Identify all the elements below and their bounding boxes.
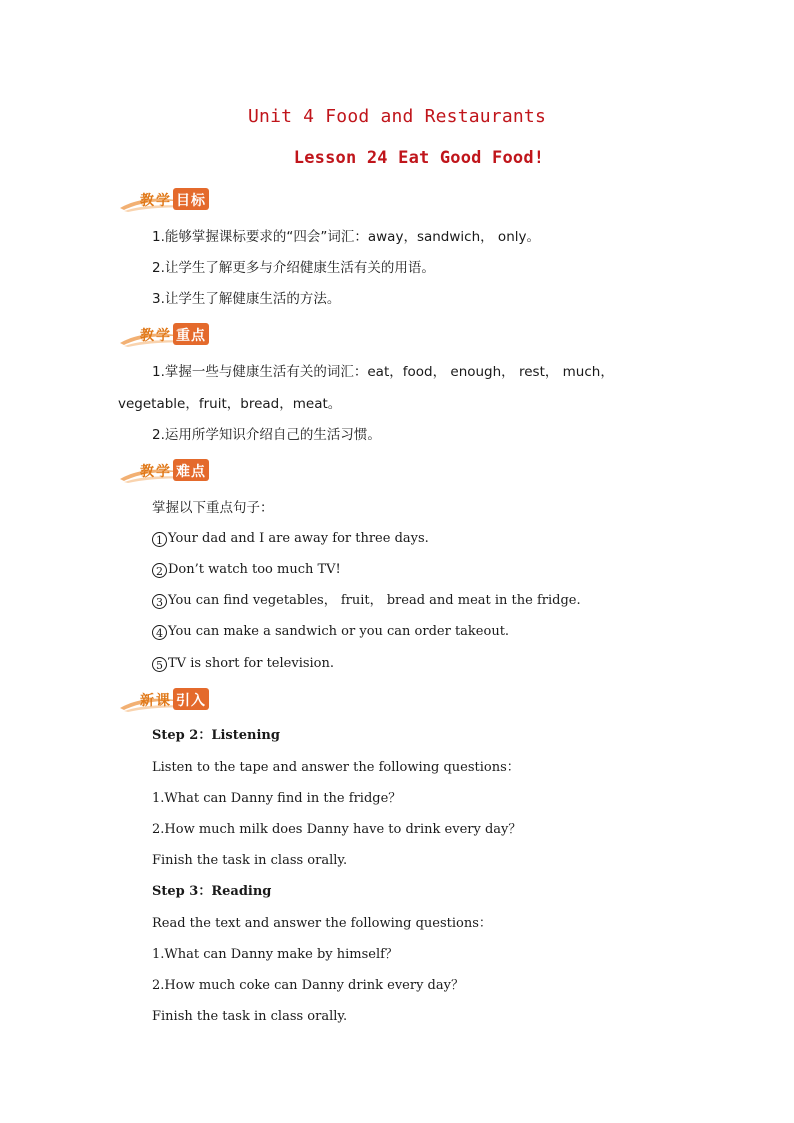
sentence-text: Don’t watch too much TV!: [168, 562, 341, 577]
section-badge-difficulties: [118, 457, 228, 483]
key-sentence: [152, 562, 341, 578]
difficulties-intro: 掌握以下重点句子：: [152, 500, 274, 516]
key-sentence: [152, 656, 334, 672]
question-item: 2.How much coke can Danny drink every day？: [152, 978, 464, 993]
step-instruction: Listen to the tape and answer the following questions：: [152, 760, 520, 775]
question-item: 1.What can Danny find in the fridge？: [152, 791, 402, 806]
objective-item: 1.能够掌握课标要求的“四会”词汇：away，sandwich， only。: [152, 229, 540, 245]
circled-number: 1: [152, 532, 167, 547]
circled-number: 3: [152, 594, 167, 609]
circled-number: 4: [152, 625, 167, 640]
question-item: 1.What can Danny make by himself？: [152, 947, 398, 962]
badge-highlight: 目标: [173, 188, 209, 210]
question-item: 2.How much milk does Danny have to drink every day？: [152, 822, 522, 837]
badge-char: 新: [140, 693, 154, 709]
badge-char: 学: [156, 193, 170, 209]
unit-title: Unit 4 Food and Restaurants: [248, 106, 546, 127]
sentence-text: TV is short for television.: [168, 656, 335, 671]
step-heading: Step 2：Listening: [152, 728, 280, 743]
badge-char: 教: [140, 328, 154, 344]
sentence-text: Your dad and I are away for three days.: [168, 531, 429, 546]
step-instruction: Read the text and answer the following questions：: [152, 916, 492, 931]
badge-char: 学: [156, 464, 170, 480]
objective-item: 3.让学生了解健康生活的方法。: [152, 291, 341, 307]
badge-highlight: 引入: [173, 688, 209, 710]
circled-number: 2: [152, 563, 167, 578]
section-badge-objectives: [118, 186, 228, 212]
lesson-title: Lesson 24 Eat Good Food!: [293, 148, 545, 168]
key-sentence: [152, 593, 581, 609]
badge-char: 教: [140, 193, 154, 209]
badge-char: 教: [140, 464, 154, 480]
key-sentence: [152, 531, 429, 547]
key-point-item-continued: vegetable，fruit，bread，meat。: [118, 396, 342, 412]
circled-number: 5: [152, 657, 167, 672]
section-badge-new-lesson: [118, 686, 228, 712]
badge-highlight: 难点: [173, 459, 209, 481]
key-point-item: 1.掌握一些与健康生活有关的词汇：eat，food， enough， rest， much，: [152, 364, 614, 380]
key-sentence: [152, 624, 509, 640]
section-badge-key-points: [118, 321, 228, 347]
objective-item: 2.让学生了解更多与介绍健康生活有关的用语。: [152, 260, 435, 276]
badge-char: 课: [156, 693, 170, 709]
task-note: Finish the task in class orally.: [152, 1009, 348, 1024]
sentence-text: You can make a sandwich or you can order takeout.: [168, 624, 510, 639]
key-point-item: 2.运用所学知识介绍自己的生活习惯。: [152, 427, 381, 443]
badge-char: 学: [156, 328, 170, 344]
task-note: Finish the task in class orally.: [152, 853, 348, 868]
sentence-text: You can find vegetables， fruit， bread and meat in the fridge.: [168, 593, 581, 608]
badge-highlight: 重点: [173, 323, 209, 345]
step-heading: Step 3：Reading: [152, 884, 272, 899]
